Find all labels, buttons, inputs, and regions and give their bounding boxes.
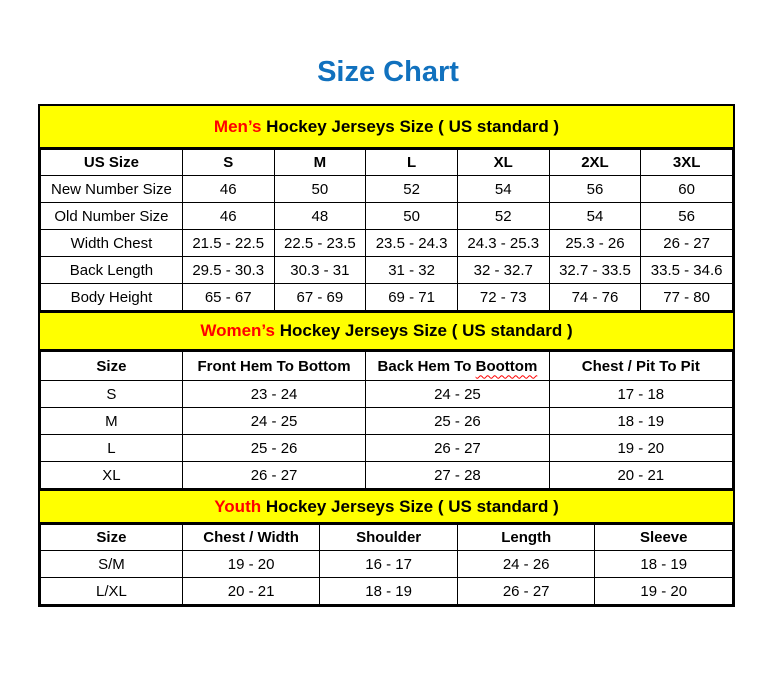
mens-section-heading <box>40 106 733 149</box>
cell-value: 65 - 67 <box>182 284 274 311</box>
cell-value: 24 - 25 <box>366 381 549 408</box>
cell-value: 46 <box>182 203 274 230</box>
mens-col-header: M <box>274 150 366 176</box>
youth-col-header: Sleeve <box>595 525 733 551</box>
cell-value: 23.5 - 24.3 <box>366 230 458 257</box>
cell-value: 22.5 - 23.5 <box>274 230 366 257</box>
youth-header-row <box>41 525 733 551</box>
cell-value: 26 - 27 <box>366 435 549 462</box>
cell-value: 25 - 26 <box>366 408 549 435</box>
cell-value: 52 <box>366 176 458 203</box>
cell-value: 24.3 - 25.3 <box>457 230 549 257</box>
row-label: Back Length <box>41 257 183 284</box>
cell-value: 19 - 20 <box>182 551 320 578</box>
womens-col-header: Back Hem To Boottom <box>366 352 549 381</box>
table-row <box>41 408 733 435</box>
table-row <box>41 381 733 408</box>
table-row <box>41 176 733 203</box>
cell-value: 31 - 32 <box>366 257 458 284</box>
cell-value: 19 - 20 <box>595 578 733 605</box>
mens-col-header: 2XL <box>549 150 641 176</box>
cell-value: 19 - 20 <box>549 435 732 462</box>
cell-value: 77 - 80 <box>641 284 733 311</box>
cell-value: 69 - 71 <box>366 284 458 311</box>
row-label: M <box>41 408 183 435</box>
youth-size-table <box>40 524 733 605</box>
cell-value: 48 <box>274 203 366 230</box>
row-label: L/XL <box>41 578 183 605</box>
cell-value: 33.5 - 34.6 <box>641 257 733 284</box>
row-label: XL <box>41 462 183 489</box>
cell-value: 60 <box>641 176 733 203</box>
cell-value: 27 - 28 <box>366 462 549 489</box>
womens-heading-accent: Women’s <box>200 321 275 340</box>
womens-header-row <box>41 352 733 381</box>
youth-heading-accent: Youth <box>214 496 262 516</box>
row-label: S <box>41 381 183 408</box>
table-row <box>41 203 733 230</box>
table-row <box>41 284 733 311</box>
cell-value: 18 - 19 <box>549 408 732 435</box>
row-label: Old Number Size <box>41 203 183 230</box>
row-label: Width Chest <box>41 230 183 257</box>
cell-value: 29.5 - 30.3 <box>182 257 274 284</box>
mens-header-row <box>41 150 733 176</box>
misspelled-word: Boottom <box>475 357 538 375</box>
cell-value: 26 - 27 <box>457 578 595 605</box>
cell-value: 72 - 73 <box>457 284 549 311</box>
cell-value: 50 <box>274 176 366 203</box>
cell-value: 24 - 25 <box>182 408 365 435</box>
cell-value: 32 - 32.7 <box>457 257 549 284</box>
table-row <box>41 462 733 489</box>
cell-value: 54 <box>549 203 641 230</box>
mens-col-header: S <box>182 150 274 176</box>
mens-heading-accent: Men’s <box>213 116 262 136</box>
womens-col-header: Size <box>41 352 183 381</box>
cell-value: 52 <box>457 203 549 230</box>
womens-section-heading <box>40 311 733 351</box>
youth-section-heading <box>40 489 733 524</box>
row-label: S/M <box>41 551 183 578</box>
womens-size-table <box>40 351 733 489</box>
table-row <box>41 230 733 257</box>
mens-size-table <box>40 149 733 311</box>
row-label: New Number Size <box>41 176 183 203</box>
cell-value: 30.3 - 31 <box>274 257 366 284</box>
table-row <box>41 551 733 578</box>
table-row <box>41 257 733 284</box>
mens-col-header: 3XL <box>641 150 733 176</box>
cell-value: 18 - 19 <box>320 578 458 605</box>
row-label: Body Height <box>41 284 183 311</box>
youth-col-header: Length <box>457 525 595 551</box>
size-chart-container <box>38 104 735 607</box>
cell-value: 23 - 24 <box>182 381 365 408</box>
cell-value: 26 - 27 <box>182 462 365 489</box>
womens-col-header: Front Hem To Bottom <box>182 352 365 381</box>
womens-col-header: Chest / Pit To Pit <box>549 352 732 381</box>
mens-col-header: L <box>366 150 458 176</box>
table-row <box>41 435 733 462</box>
cell-value: 25 - 26 <box>182 435 365 462</box>
cell-value: 25.3 - 26 <box>549 230 641 257</box>
youth-col-header: Chest / Width <box>182 525 320 551</box>
cell-value: 20 - 21 <box>549 462 732 489</box>
cell-value: 20 - 21 <box>182 578 320 605</box>
mens-heading-rest: Hockey Jerseys Size ( US standard ) <box>261 116 560 136</box>
youth-col-header: Shoulder <box>320 525 458 551</box>
table-row <box>41 578 733 605</box>
cell-value: 56 <box>549 176 641 203</box>
cell-value: 54 <box>457 176 549 203</box>
youth-heading-rest: Hockey Jerseys Size ( US standard ) <box>261 496 559 516</box>
cell-value: 24 - 26 <box>457 551 595 578</box>
womens-heading-rest: Hockey Jerseys Size ( US standard ) <box>274 321 573 340</box>
cell-value: 16 - 17 <box>320 551 458 578</box>
cell-value: 17 - 18 <box>549 381 732 408</box>
cell-value: 18 - 19 <box>595 551 733 578</box>
row-label: L <box>41 435 183 462</box>
cell-value: 56 <box>641 203 733 230</box>
page-title: Size Chart <box>317 56 459 88</box>
cell-value: 67 - 69 <box>274 284 366 311</box>
cell-value: 21.5 - 22.5 <box>182 230 274 257</box>
mens-col-header: XL <box>457 150 549 176</box>
cell-value: 32.7 - 33.5 <box>549 257 641 284</box>
cell-value: 50 <box>366 203 458 230</box>
mens-col-header: US Size <box>41 150 183 176</box>
cell-value: 46 <box>182 176 274 203</box>
cell-value: 74 - 76 <box>549 284 641 311</box>
cell-value: 26 - 27 <box>641 230 733 257</box>
youth-col-header: Size <box>41 525 183 551</box>
